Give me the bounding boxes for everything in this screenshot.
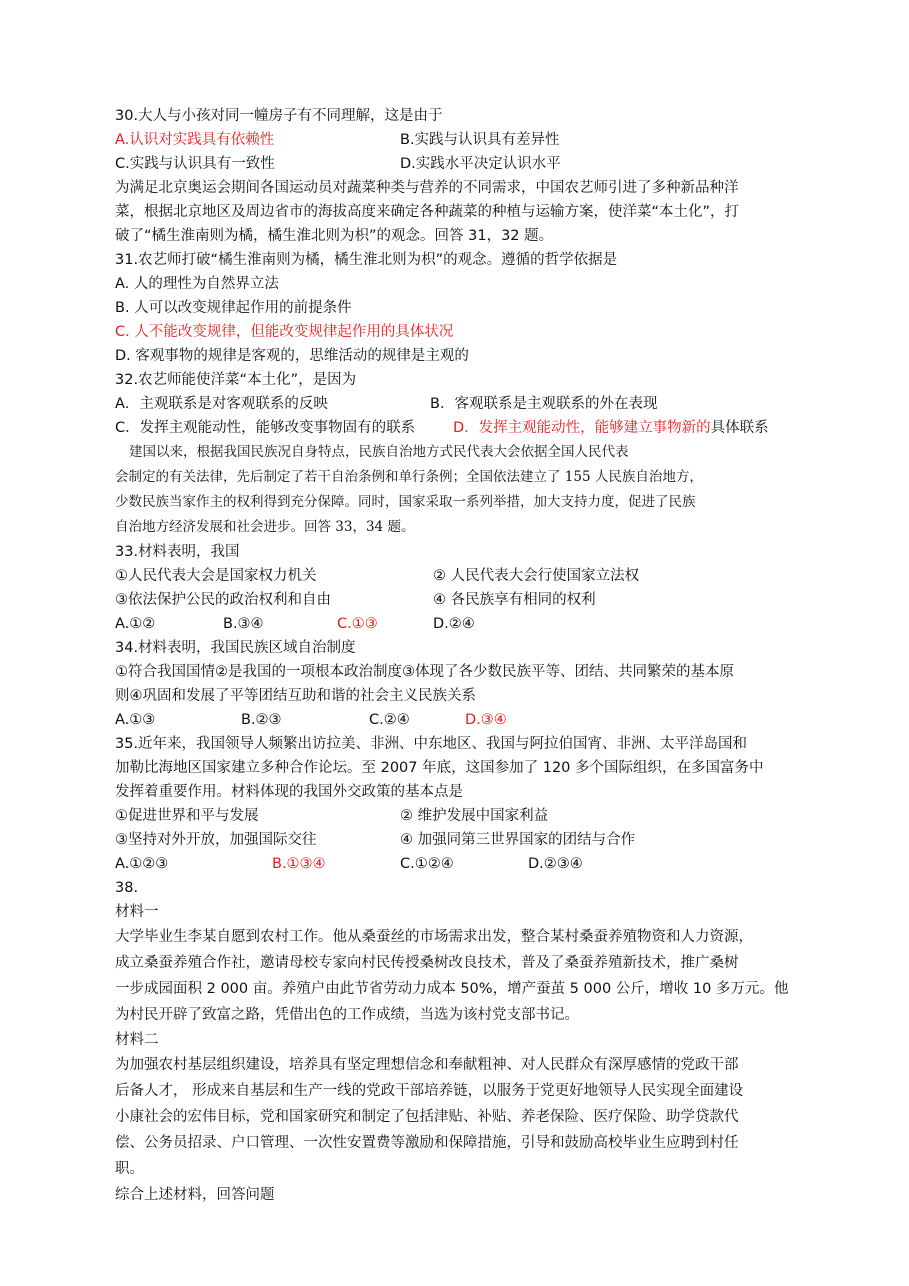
q30-options-ab [115, 128, 820, 152]
q33-statement-2: ② 人民代表大会行使国家立法权 [433, 568, 640, 584]
q35-stem-line: 35.近年来，我国领导人频繁出访拉美、非洲、中东地区、我国与阿拉伯国宵、非洲、太平洋岛国和 [115, 736, 748, 752]
q35-statement-1: ①促进世界和平与发展 [115, 808, 259, 824]
intro-33-34-line: 少数民族当家作主的权利得到充分保障。同时，国家采取一系列举措，加大支持力度，促进了民族 [115, 494, 696, 510]
intro-33-34-line: 会制定的有关法律，先后制定了若干自治条例和单行条例；全国依法建立了 155 人民族自治地方， [115, 469, 703, 485]
q34-option-c: C.②④ [369, 712, 410, 728]
material-1-title: 材料一 [115, 904, 159, 920]
q34-option-a: A.①③ [115, 712, 156, 728]
material-1-line: 大学毕业生李某自愿到农村工作。他从桑蚕丝的市场需求出发，整合某村桑蚕养殖物资和人力资源， [115, 929, 753, 945]
intro-33-34-line: 自治地方经济发展和社会进步。回答 33，34 题。 [115, 519, 415, 535]
q33-statement-4: ④ 各民族享有相同的权利 [433, 592, 596, 608]
q33-statements-12 [115, 564, 820, 588]
q34-options [115, 708, 820, 732]
q30-stem: 30.大人与小孩对同一幢房子有不同理解，这是由于 [115, 108, 443, 124]
material-2-line: 小康社会的宏伟目标，党和国家研究和制定了包括津贴、补贴、养老保险、医疗保险、助学贷款代 [115, 1109, 739, 1125]
q33-statements-34 [115, 588, 820, 612]
q30-options-cd [115, 152, 820, 176]
intro-31-32-line: 破了“橘生淮南则为橘，橘生淮北则为枳”的观念。回答 31，32 题。 [115, 228, 554, 244]
q30-option-d: D.实践水平决定认识水平 [400, 156, 561, 172]
q32-options-ab [115, 392, 820, 416]
exam-page [115, 104, 820, 1208]
q35-options [115, 852, 820, 876]
material-2-line: 偿、公务员招录、户口管理、一次性安置费等激励和保障措施，引导和鼓励高校毕业生应聘到村任 [115, 1135, 739, 1151]
q35-statements-34 [115, 828, 820, 852]
intro-31-32-line: 为满足北京奥运会期间各国运动员对蔬菜种类与营养的不同需求，中国农艺师引进了多种新品种洋 [115, 180, 739, 196]
q35-option-b: B.①③④ [272, 856, 326, 872]
intro-31-32-line: 菜，根据北京地区及周边省市的海拔高度来确定各种蔬菜的种植与运输方案，使洋菜“本土化”，打 [115, 204, 740, 220]
q30-option-c: C.实践与认识具有一致性 [115, 156, 275, 172]
q32-option-d-tail: 具体联系 [710, 420, 769, 436]
material-1-line: 一步成园面积 2 000 亩。养殖户由此节省劳动力成本 50%，增产蚕茧 5 000 公斤，增收 10 多万元。他 [115, 981, 789, 997]
q34-statements-line: ①符合我国国情②是我国的一项根本政治制度③体现了各少数民族平等、团结、共同繁荣的基本原 [115, 664, 734, 680]
q33-stem: 33.材料表明，我国 [115, 544, 240, 560]
q33-option-a: A.①② [115, 616, 156, 632]
q31-option-c: C. 人不能改变规律，但能改变规律起作用的具体状况 [115, 324, 454, 340]
q35-stem-line: 发挥着重要作用。材料体现的我国外交政策的基本点是 [115, 784, 463, 800]
material-1-line: 成立桑蚕养殖合作社，邀请母校专家向村民传授桑树改良技术，普及了桑蚕养殖新技术，推广桑树 [115, 955, 739, 971]
q38-number: 38. [115, 880, 139, 896]
q34-stem: 34.材料表明，我国民族区域自治制度 [115, 640, 356, 656]
q34-option-b: B.②③ [241, 712, 282, 728]
q32-stem: 32.农艺师能使洋菜“本土化”，是因为 [115, 372, 357, 388]
q38-prompt: 综合上述材料，回答问题 [115, 1187, 275, 1203]
q32-option-d-red: D．发挥主观能动性，能够建立事物新的 [453, 420, 711, 436]
q34-statements-line: 则④巩固和发展了平等团结互助和谐的社会主义民族关系 [115, 688, 476, 704]
q32-option-a: A．主观联系是对客观联系的反映 [115, 396, 328, 412]
q35-option-c: C.①②④ [400, 856, 454, 872]
q34-option-d: D.③④ [465, 712, 507, 728]
q31-stem: 31.农艺师打破“橘生淮南则为橘，橘生淮北则为枳”的观念。遵循的哲学依据是 [115, 252, 618, 268]
q31-option-a: A. 人的理性为自然界立法 [115, 276, 279, 292]
material-1-line: 为村民开辟了致富之路，凭借出色的工作成绩，当选为该村党支部书记。 [115, 1007, 579, 1023]
q31-option-d: D. 客观事物的规律是客观的，思维活动的规律是主观的 [115, 348, 469, 364]
q31-option-b: B. 人可以改变规律起作用的前提条件 [115, 300, 352, 316]
q33-statement-3: ③依法保护公民的政治权利和自由 [115, 592, 331, 608]
q35-statement-2: ② 维护发展中国家利益 [400, 808, 549, 824]
q32-option-c: C．发挥主观能动性，能够改变事物固有的联系 [115, 420, 416, 436]
q35-statement-4: ④ 加强同第三世界国家的团结与合作 [400, 832, 636, 848]
material-2-line: 职。 [115, 1161, 144, 1177]
material-2-line: 为加强农村基层组织建设，培养具有坚定理想信念和奉献粗神、对人民群众有深厚感情的党政干部 [115, 1057, 739, 1073]
q32-options-cd [115, 416, 820, 440]
q33-options [115, 612, 820, 636]
q32-option-b: B．客观联系是主观联系的外在表现 [430, 396, 658, 412]
q33-option-d: D.②④ [433, 616, 475, 632]
q33-option-b: B.③④ [223, 616, 264, 632]
q35-option-a: A.①②③ [115, 856, 169, 872]
q35-statements-12 [115, 804, 820, 828]
q33-option-c: C.①③ [337, 616, 378, 632]
q35-option-d: D.②③④ [528, 856, 583, 872]
material-2-title: 材料二 [115, 1032, 159, 1048]
q35-statement-3: ③坚持对外开放，加强国际交往 [115, 832, 317, 848]
material-2-line: 后备人才， 形成来自基层和生产一线的党政干部培养链，以服务于党更好地领导人民实现全面建设 [115, 1083, 744, 1099]
intro-33-34-line: 建国以来，根据我国民族况自身特点，民族自治地方式民代表大会依据全国人民代表 [129, 444, 629, 460]
q30-option-a: A.认识对实践具有依赖性 [115, 132, 275, 148]
q33-statement-1: ①人民代表大会是国家权力机关 [115, 568, 317, 584]
q35-stem-line: 加勒比海地区国家建立多种合作论坛。至 2007 年底，这国参加了 120 多个国际组织，在多国富务中 [115, 760, 764, 776]
q32-option-d [453, 416, 769, 440]
q30-option-b: B.实践与认识具有差异性 [400, 132, 560, 148]
